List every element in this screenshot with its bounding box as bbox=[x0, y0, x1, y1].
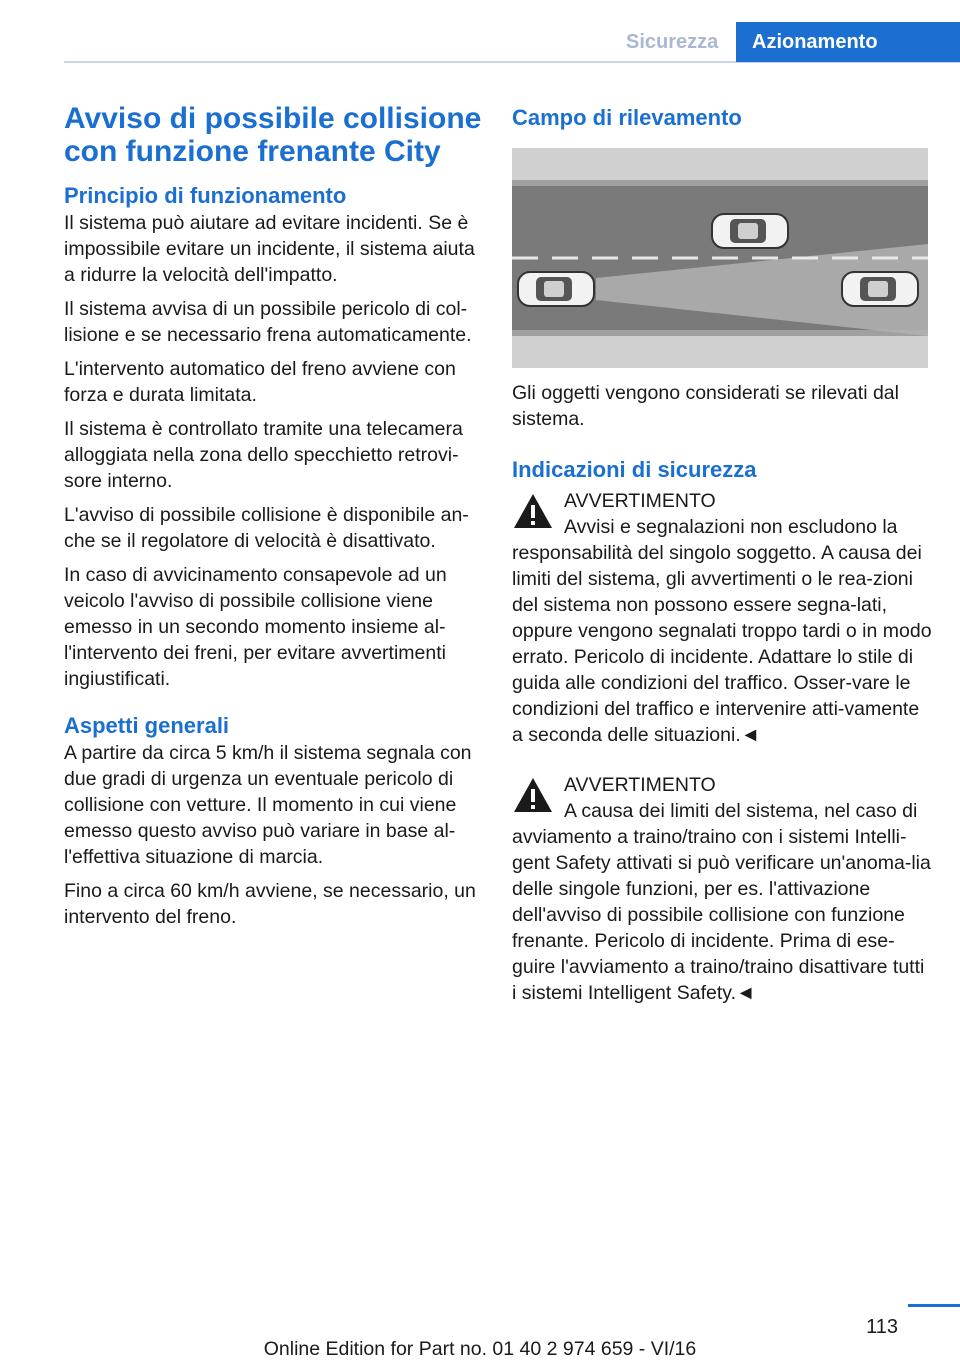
paragraph: Il sistema avvisa di un possibile pericolo di col‐lisione e se necessario frena automaticamente. bbox=[64, 298, 472, 346]
paragraph: In caso di avvicinamento consapevole ad un veicolo l'avviso di possibile collisione viene emesso in un secondo momento insieme al‐l'intervento dei freni, per evitare avvertimenti ingiustificati. bbox=[64, 564, 447, 690]
car-front bbox=[712, 214, 788, 248]
page-title: Avviso di possibile collisione con funzione frenante City bbox=[64, 102, 482, 168]
paragraph: Fino a circa 60 km/h avviene, se necessario, un intervento del freno. bbox=[64, 880, 476, 928]
road-illustration bbox=[512, 148, 928, 368]
warning-triangle-icon bbox=[512, 776, 554, 814]
right-column bbox=[512, 102, 932, 1006]
warning-text: A causa dei limiti del sistema, nel caso di bbox=[564, 800, 918, 822]
paragraph: L'avviso di possibile collisione è disponibile an‐che se il regolatore di velocità è disattivato. bbox=[64, 504, 469, 552]
edition-line: Online Edition for Part no. 01 40 2 974 659 - VI/16 bbox=[263, 1338, 697, 1360]
figure-caption: Gli oggetti vengono considerati se rilevati dal sistema. bbox=[512, 382, 899, 430]
warning-block bbox=[512, 772, 932, 1006]
warning-text-cont: avviamento a traino/traino con i sistemi Intelli‐gent Safety attivati si può verificare un'anoma‐lia delle singole funzioni, per es. l'attivazione dell'avviso di possibile collisione con funzione frenante. Pericolo di incidente. Prima di ese‐guire l'avviamento a traino/traino disattivare tutti i sistemi Intelligent Safety.◄ bbox=[512, 826, 931, 1004]
warning-label: AVVERTIMENTO bbox=[564, 774, 716, 796]
detection-range-figure bbox=[512, 148, 928, 368]
paragraph: L'intervento automatico del freno avviene con forza e durata limitata. bbox=[64, 358, 456, 406]
left-column bbox=[64, 102, 484, 930]
heading-aspetti: Aspetti generali bbox=[64, 713, 230, 738]
tab-chapter[interactable]: Azionamento bbox=[736, 22, 960, 62]
heading-campo: Campo di rilevamento bbox=[512, 105, 742, 130]
warning-label: AVVERTIMENTO bbox=[564, 490, 716, 512]
heading-sicurezza: Indicazioni di sicurezza bbox=[512, 457, 757, 482]
warning-text-cont: responsabilità del singolo soggetto. A causa dei limiti del sistema, gli avvertimenti o le rea‐zioni del sistema non possono essere segna‐lati, oppure vengono segnalati troppo tardi o in modo errato. Pericolo di incidente. Adattare lo stile di guida alle condizioni del traffico. Osser‐vare le condizioni del traffico e intervenire atti‐vamente a seconda delle situazioni.◄ bbox=[512, 542, 932, 746]
footer-rule bbox=[908, 1304, 960, 1307]
page-number: 113 bbox=[866, 1316, 898, 1338]
car-ahead bbox=[842, 272, 918, 306]
heading-principio: Principio di funzionamento bbox=[64, 183, 347, 208]
paragraph: Il sistema è controllato tramite una telecamera alloggiata nella zona dello specchietto retrovi‐sore interno. bbox=[64, 418, 463, 492]
warning-block bbox=[512, 488, 932, 748]
warning-triangle-icon bbox=[512, 492, 554, 530]
tab-section[interactable]: Sicurezza bbox=[626, 31, 719, 53]
car-ego bbox=[518, 272, 594, 306]
warning-text: Avvisi e segnalazioni non escludono la bbox=[564, 516, 898, 538]
paragraph: Il sistema può aiutare ad evitare incidenti. Se è impossibile evitare un incidente, il sistema aiuta a ridurre la velocità dell'impatto. bbox=[64, 212, 475, 286]
paragraph: A partire da circa 5 km/h il sistema segnala con due gradi di urgenza un eventuale pericolo di collisione con vetture. Il momento in cui viene emesso questo avviso può variare in base al‐l'effettiva situazione di marcia. bbox=[64, 742, 472, 868]
